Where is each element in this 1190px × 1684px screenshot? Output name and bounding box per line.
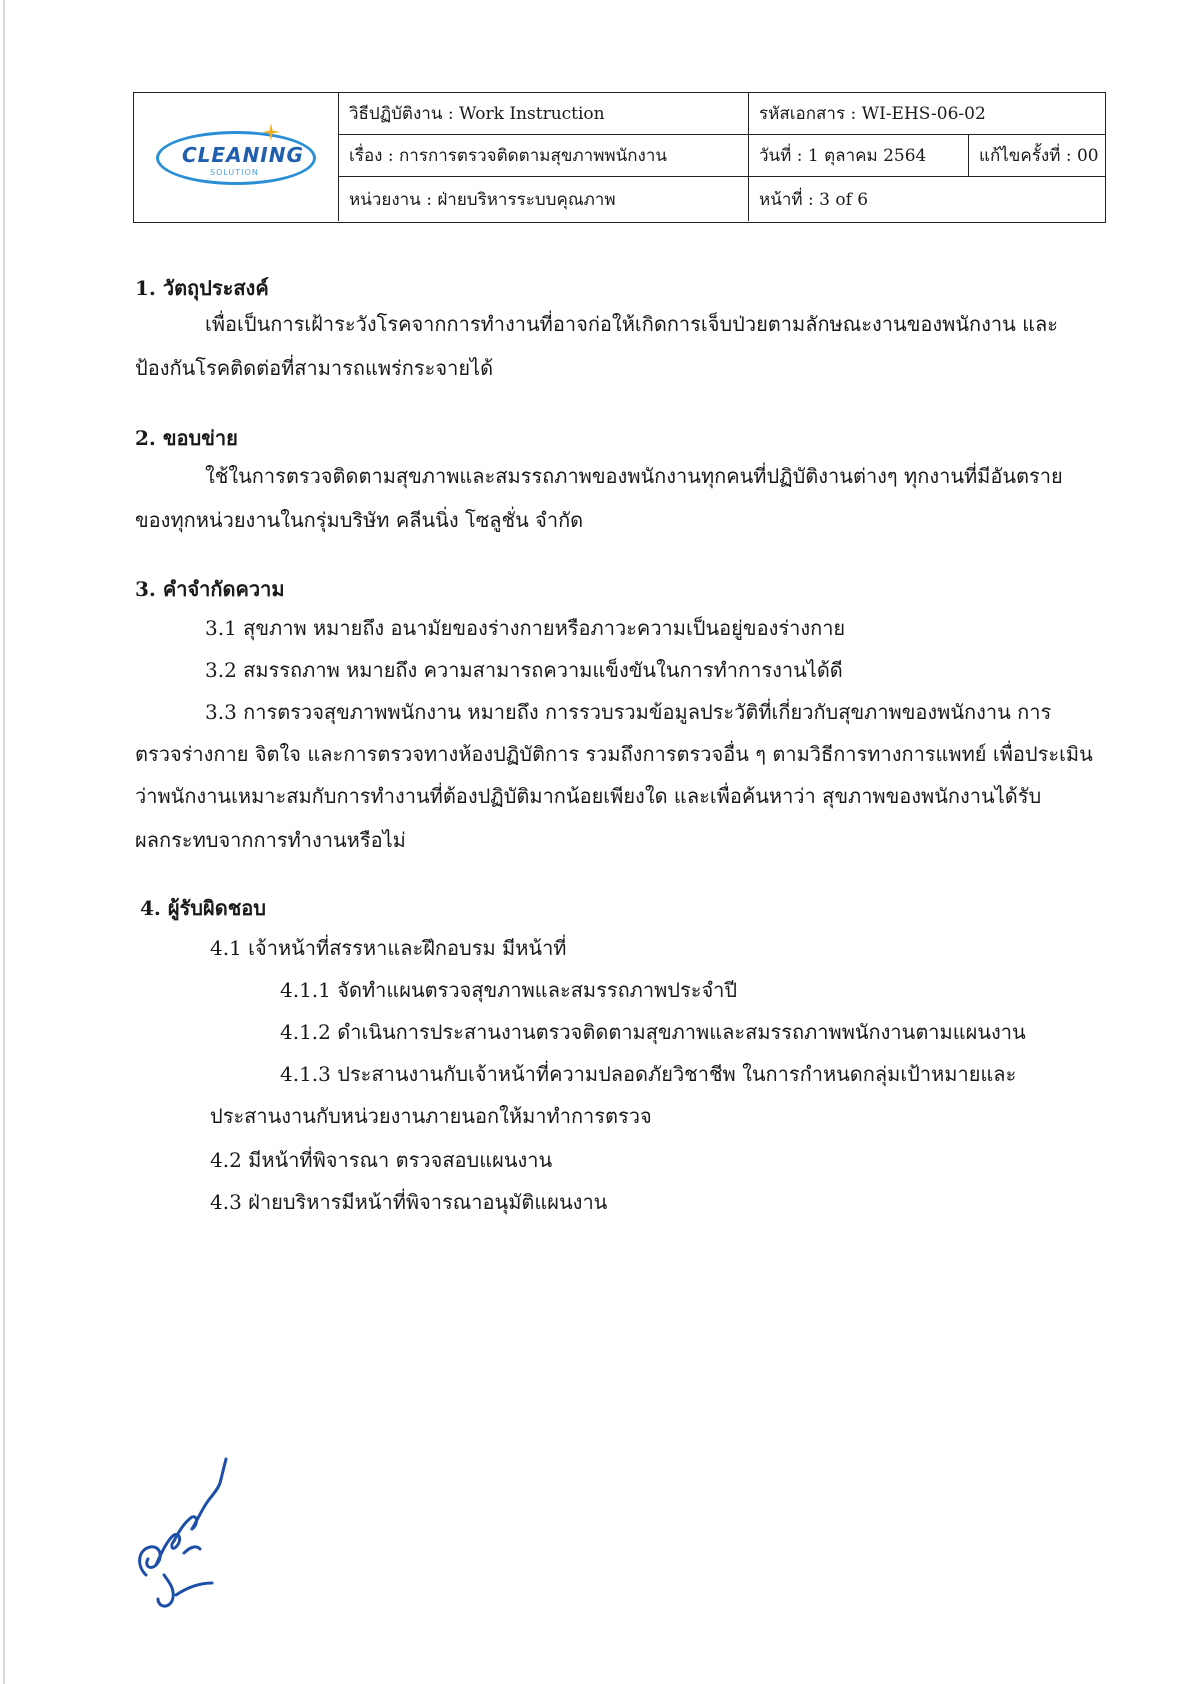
responsibility-4-2: 4.2 มีหน้าที่พิจารณา ตรวจสอบแผนงาน (210, 1148, 553, 1172)
document-header (133, 92, 1106, 223)
section-2-line-2: ของทุกหน่วยงานในกรุ่มบริษัท คลีนนิ่ง โซลูชั่น จำกัด (135, 508, 584, 532)
header-row-3 (339, 177, 1105, 221)
scan-edge (3, 0, 5, 1684)
responsibility-4-1-2: 4.1.2 ดำเนินการประสานงานตรวจติดตามสุขภาพและสมรรถภาพพนักงานตามแผนงาน (280, 1020, 1026, 1044)
definition-3-1: 3.1 สุขภาพ หมายถึง อนามัยของร่างกายหรือภาวะความเป็นอยู่ของร่างกาย (205, 616, 846, 640)
doc-page: หน้าที่ : 3 of 6 (759, 189, 869, 210)
responsibility-4-3: 4.3 ฝ่ายบริหารมีหน้าที่พิจารณาอนุมัติแผนงาน (210, 1190, 608, 1214)
section-1-title: 1. วัตถุประสงค์ (135, 276, 269, 300)
section-2-line-1: ใช้ในการตรวจติดตามสุขภาพและสมรรถภาพของพนักงานทุกคนที่ปฏิบัติงานต่างๆ ทุกงานที่มีอันตราย (205, 464, 1063, 488)
definition-3-3-line-1: 3.3 การตรวจสุขภาพพนักงาน หมายถึง การรวบรวมข้อมูลประวัติที่เกี่ยวกับสุขภาพของพนักงาน การ (205, 700, 1052, 724)
definition-3-3-line-3: ว่าพนักงานเหมาะสมกับการทำงานที่ต้องปฏิบัติมากน้อยเพียงใด และเพื่อค้นหาว่า สุขภาพของพนักงานได้รับ (135, 784, 1042, 808)
doc-date: วันที่ : 1 ตุลาคม 2564 (749, 135, 969, 176)
doc-revision: แก้ไขครั้งที่ : 00 (979, 146, 1099, 166)
sparkle-icon (262, 123, 280, 141)
section-1-line-2: ป้องกันโรคติดต่อที่สามารถแพร่กระจายได้ (135, 356, 494, 380)
doc-subject: เรื่อง : การการตรวจติดตามสุขภาพพนักงาน (339, 135, 749, 176)
doc-type: วิธีปฏิบัติงาน : Work Instruction (339, 93, 749, 134)
header-row-1 (339, 93, 1105, 135)
logo-cell (134, 93, 339, 221)
header-row-2 (339, 135, 1105, 177)
signature-mark (128, 1455, 238, 1615)
company-logo: CLEANING (182, 143, 304, 167)
definition-3-2: 3.2 สมรรถภาพ หมายถึง ความสามารถความแข็งขันในการทำการงานได้ดี (205, 658, 843, 682)
responsibility-4-1-3-line-1: 4.1.3 ประสานงานกับเจ้าหน้าที่ความปลอดภัยวิชาชีพ ในการกำหนดกลุ่มเป้าหมายและ (280, 1062, 1017, 1086)
doc-code: รหัสเอกสาร : WI-EHS-06-02 (759, 104, 986, 124)
section-3-title: 3. คำจำกัดความ (135, 577, 285, 601)
section-1-line-1: เพื่อเป็นการเฝ้าระวังโรคจากการทำงานที่อาจก่อให้เกิดการเจ็บป่วยตามลักษณะงานของพนักงาน และ (205, 312, 1059, 336)
definition-3-3-line-2: ตรวจร่างกาย จิตใจ และการตรวจทางห้องปฏิบัติการ รวมถึงการตรวจอื่น ๆ ตามวิธีการทางการแพทย์ เพื่อประเมิน (135, 742, 1093, 766)
responsibility-4-1-3-line-2: ประสานงานกับหน่วยงานภายนอกให้มาทำการตรวจ (210, 1104, 652, 1128)
responsibility-4-1-1: 4.1.1 จัดทำแผนตรวจสุขภาพและสมรรถภาพประจำปี (280, 978, 738, 1002)
responsibility-4-1: 4.1 เจ้าหน้าที่สรรหาและฝึกอบรม มีหน้าที่ (210, 936, 567, 960)
doc-department: หน่วยงาน : ฝ่ายบริหารระบบคุณภาพ (339, 177, 749, 221)
section-4-title: 4. ผู้รับผิดชอบ (140, 896, 266, 920)
logo-subtitle: SOLUTION (210, 168, 259, 177)
definition-3-3-line-4: ผลกระทบจากการทำงานหรือไม่ (135, 828, 406, 852)
section-2-title: 2. ขอบข่าย (135, 426, 238, 450)
